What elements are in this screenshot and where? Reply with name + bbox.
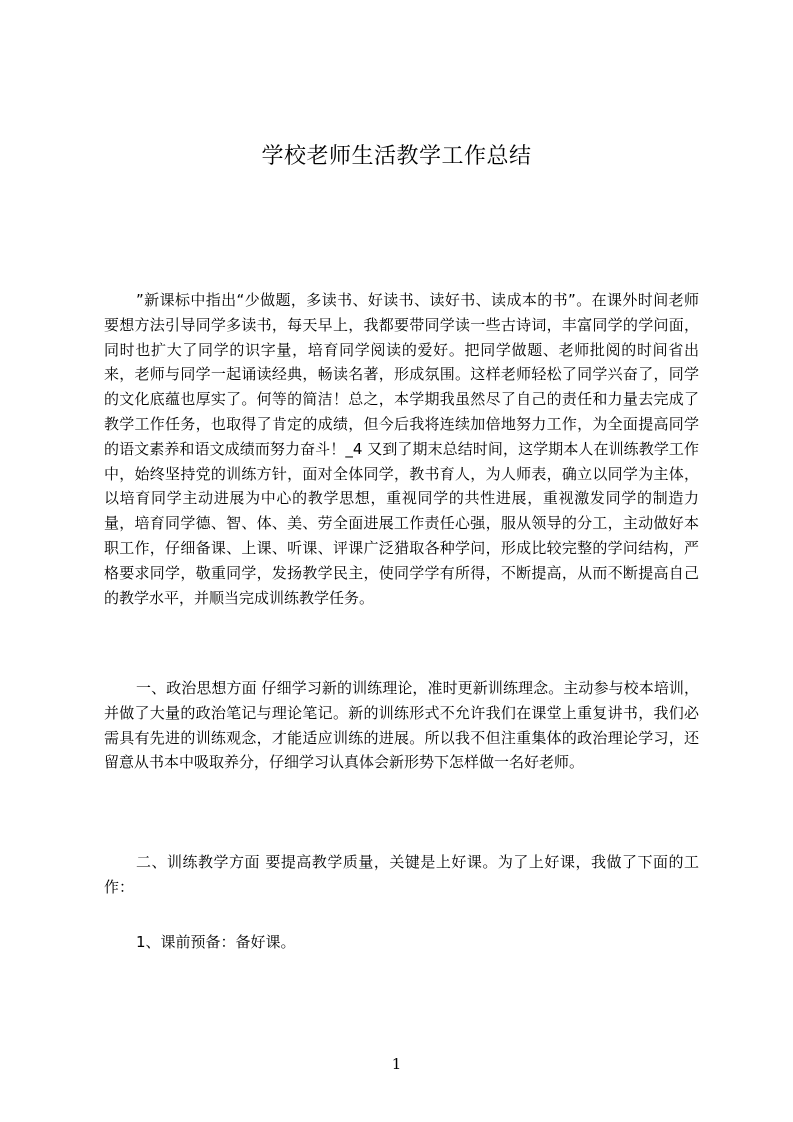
body-paragraph: 一、政治思想方面 仔细学习新的训练理论，准时更新训练理念。主动参与校本培训，并做了大量的政治笔记与理论笔记。新的训练形式不允许我们在课堂上重复讲书，我们必需具有先进的训练观念，才能适应训练的进展。所以我不但注重集体的政治理论学习，还留意从书本中吸取养分，仔细学习认真体会新形势下怎样做一名好老师。 xyxy=(104,679,699,772)
body-paragraph: ”新课标中指出“少做题，多读书、好读书、读好书、读成本的书”。在课外时间老师要想方法引导同学多读书，每天早上，我都要带同学读一些古诗词，丰富同学的学问面，同时也扩大了同学的识字量，培育同学阅读的爱好。把同学做题、老师批阅的时间省出来，老师与同学一起诵读经典，畅读名著，形成氛围。这样老师轻松了同学兴奋了，同学的文化底蕴也厚实了。何等的简洁！总之，本学期我虽然尽了自己的责任和力量去完成了教学工作任务，也取得了肯定的成绩，但今后我将连续加倍地努力工作，为全面提高同学的语文素养和语文成绩而努力奋斗！_4 又到了期末总结时间，这学期本人在训练教学工作中，始终坚持党的训练方针，面对全体同学，教书育人，为人师表，确立以同学为主体，以培育同学主动进展为中心的教学思想，重视同学的共性进展，重视激发同学的制造力量，培育同学德、智、体、美、劳全面进展工作责任心强，服从领导的分工，主动做好本职工作，仔细备课、上课、听课、评课广泛猎取各种学问，形成比较完整的学问结构，严格要求同学，敬重同学，发扬教学民主，使同学学有所得，不断提高，从而不断提高自己的教学水平，并顺当完成训练教学任务。 xyxy=(104,291,699,607)
body-paragraph: 1、课前预备：备好课。 xyxy=(136,933,296,951)
body-paragraph: 二、训练教学方面 要提高教学质量，关键是上好课。为了上好课，我做了下面的工作： xyxy=(104,853,699,896)
page-number: 1 xyxy=(391,1055,402,1073)
document-title: 学校老师生活教学工作总结 xyxy=(261,144,532,169)
